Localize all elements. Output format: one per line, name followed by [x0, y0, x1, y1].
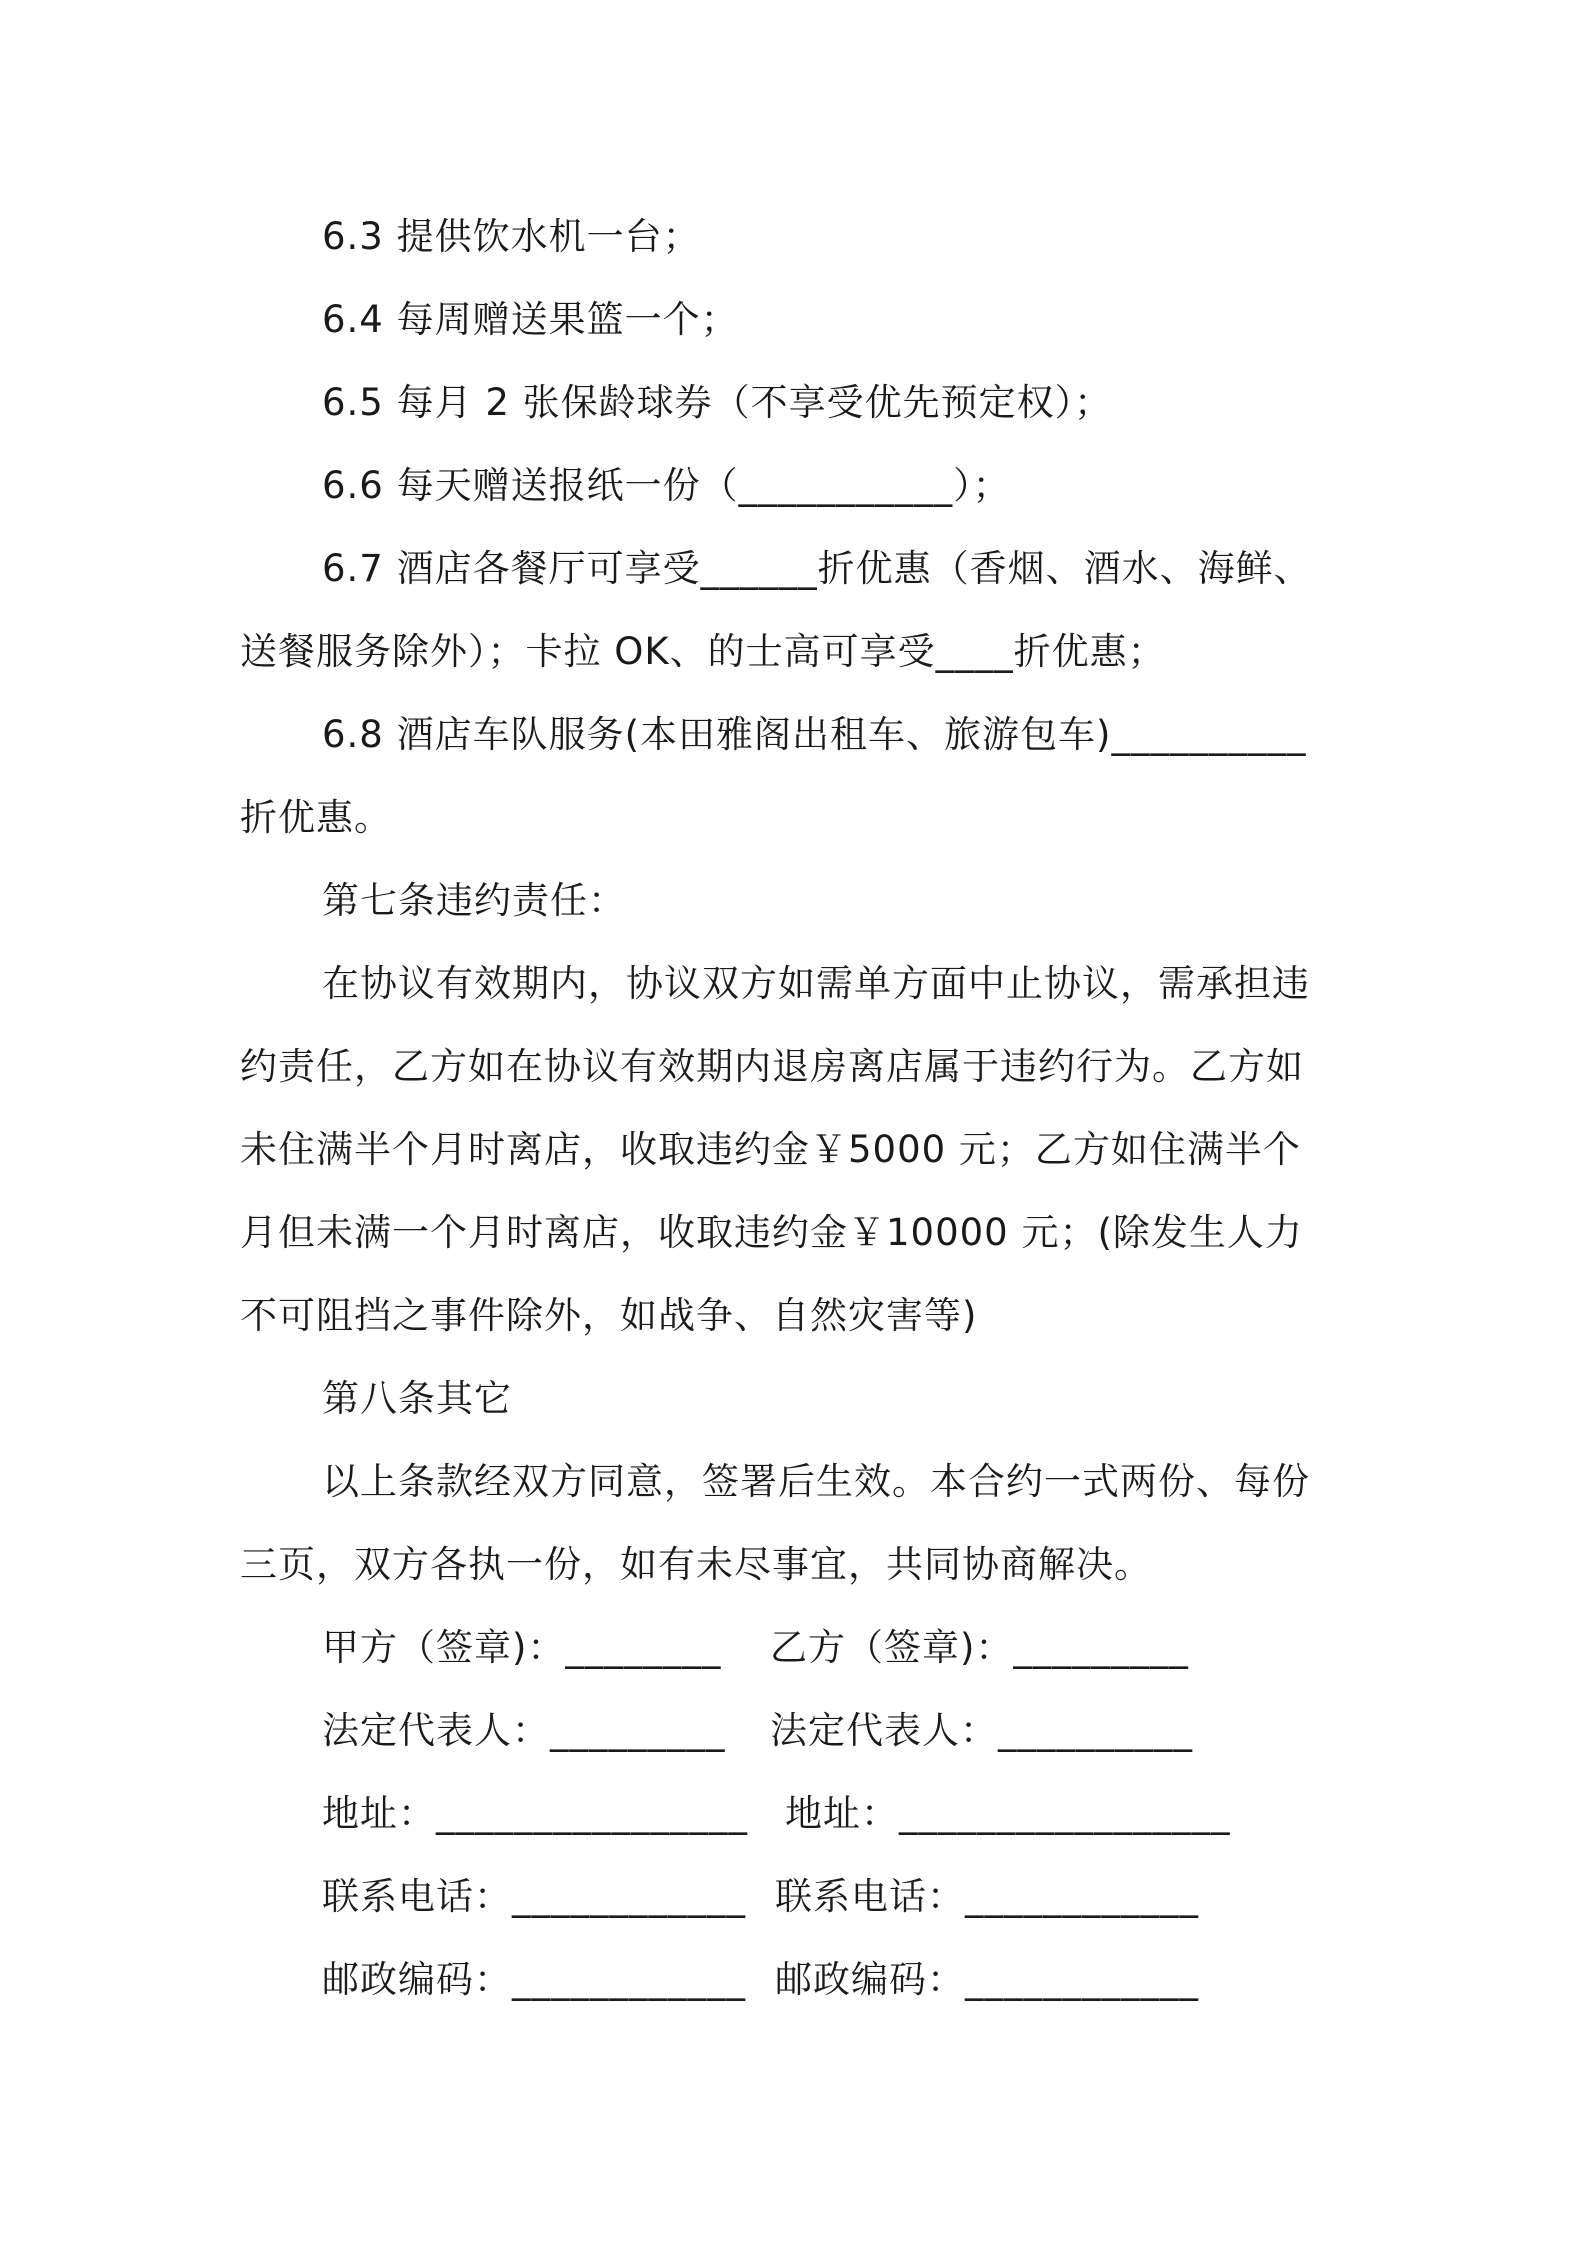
article-7-line: 不可阻挡之事件除外，如战争、自然灾害等) [240, 1294, 978, 1337]
party-a-address: 地址：________________ [322, 1792, 748, 1835]
party-a-phone: 联系电话：____________ [322, 1875, 746, 1918]
clause-6-8-line1: 6.8 酒店车队服务(本田雅阁出租车、旅游包车)__________ [322, 713, 1307, 756]
party-a-representative: 法定代表人：_________ [322, 1709, 726, 1752]
signature-row-seal [240, 1606, 1350, 1689]
party-a-seal: 甲方（签章)：________ [322, 1626, 722, 1669]
signature-row-representative [240, 1689, 1350, 1772]
article-7-heading: 第七条违约责任： [322, 879, 626, 922]
signature-row-phone [240, 1855, 1350, 1938]
party-b-seal: 乙方（签章)：_________ [770, 1626, 1189, 1669]
article-8-line: 三页，双方各执一份，如有未尽事宜，共同协商解决。 [240, 1543, 1152, 1586]
party-b-representative: 法定代表人：__________ [770, 1709, 1193, 1752]
article-7-line: 约责任，乙方如在协议有效期内退房离店属于违约行为。乙方如 [240, 1045, 1304, 1088]
clause-6-5: 6.5 每月 2 张保龄球券（不享受优先预定权）； [322, 381, 1113, 424]
clause-6-8-line2: 折优惠。 [240, 796, 392, 839]
party-b-phone: 联系电话：____________ [775, 1875, 1199, 1918]
clause-6-7-line2: 送餐服务除外）；卡拉 OK、的士高可享受____折优惠； [240, 630, 1166, 673]
article-7-line: 未住满半个月时离店，收取违约金￥5000 元；乙方如住满半个 [240, 1128, 1301, 1171]
article-8-line: 以上条款经双方同意，签署后生效。本合约一式两份、每份 [322, 1460, 1310, 1503]
clause-6-4: 6.4 每周赠送果篮一个； [322, 298, 739, 341]
clause-6-6: 6.6 每天赠送报纸一份（___________）； [322, 464, 1011, 507]
party-a-zipcode: 邮政编码：____________ [322, 1958, 746, 2001]
party-b-zipcode: 邮政编码：____________ [775, 1958, 1199, 2001]
article-7-line: 月但未满一个月时离店，收取违约金￥10000 元；(除发生人力 [240, 1211, 1303, 1254]
clause-6-3: 6.3 提供饮水机一台； [322, 215, 701, 258]
clause-6-7-line1: 6.7 酒店各餐厅可享受______折优惠（香烟、酒水、海鲜、 [322, 547, 1312, 590]
signature-row-address [240, 1772, 1350, 1855]
party-b-address: 地址：_________________ [785, 1792, 1231, 1835]
document-page [240, 195, 1350, 2021]
signature-row-zipcode [240, 1938, 1350, 2021]
article-7-line: 在协议有效期内，协议双方如需单方面中止协议，需承担违 [322, 962, 1310, 1005]
article-8-heading: 第八条其它 [322, 1377, 512, 1420]
